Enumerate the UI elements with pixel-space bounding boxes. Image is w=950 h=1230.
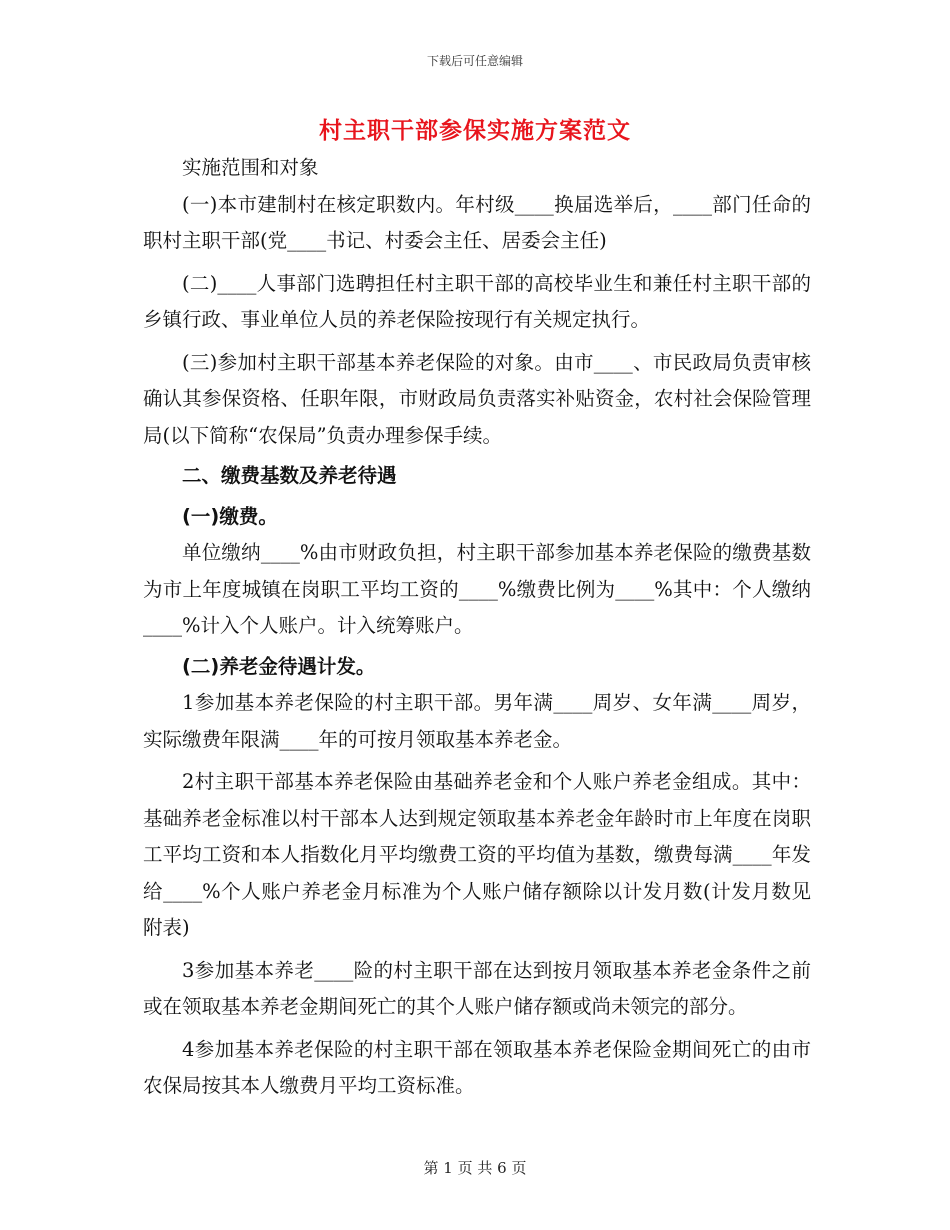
paragraph-item-3: (三)参加村主职干部基本养老保险的对象。由市____、市民政局负责审核确认其参保资格、任职年限，市财政局负责落实补贴资金，农村社会保险管理局(以下简称“农保局”负责办理参保手续。	[143, 350, 811, 447]
paragraph-item-2: (二)____人事部门选聘担任村主职干部的高校毕业生和兼任村主职干部的乡镇行政、事业单位人员的养老保险按现行有关规定执行。	[143, 271, 811, 331]
section-heading-2: 二、缴费基数及养老待遇	[182, 464, 397, 487]
paragraph-pension-1: 1参加基本养老保险的村主职干部。男年满____周岁、女年满____周岁，实际缴费年限满____年的可按月领取基本养老金。	[143, 691, 811, 751]
document-title: 村主职干部参保实施方案范文	[319, 117, 631, 144]
paragraph-pension-3: 3参加基本养老____险的村主职干部在达到按月领取基本养老金条件之前或在领取基本养老金期间死亡的其个人账户储存额或尚未领完的部分。	[143, 958, 811, 1018]
document-body	[143, 150, 811, 1105]
paragraph-scope: 实施范围和对象	[182, 156, 319, 179]
paragraph-pension-2: 2村主职干部基本养老保险由基础养老金和个人账户养老金组成。其中：基础养老金标准以村干部本人达到规定领取基本养老金年龄时市上年度在岗职工平均工资和本人指数化月平均缴费工资的平均值为基数，缴费每满____年发给____%个人账户养老金月标准为个人账户储存额除以计发月数(计发月数见附表)	[143, 770, 811, 939]
paragraph-item-1: (一)本市建制村在核定职数内。年村级____换届选举后，____部门任命的职村主职干部(党____书记、村委会主任、居委会主任)	[143, 192, 811, 252]
paragraph-pension-4: 4参加基本养老保险的村主职干部在领取基本养老保险金期间死亡的由市农保局按其本人缴费月平均工资标准。	[143, 1037, 811, 1097]
subheading-pension: (二)养老金待遇计发。	[182, 654, 376, 678]
page-header: 下载后可任意编辑	[426, 54, 523, 68]
page-footer: 第 1 页 共 6 页	[423, 1159, 527, 1177]
subheading-payment: (一)缴费。	[182, 504, 278, 528]
paragraph-payment: 单位缴纳____%由市财政负担，村主职干部参加基本养老保险的缴费基数为市上年度城镇在岗职工平均工资的____%缴费比例为____%其中：个人缴纳____%计入个人账户。计入统筹账户。	[143, 541, 811, 637]
